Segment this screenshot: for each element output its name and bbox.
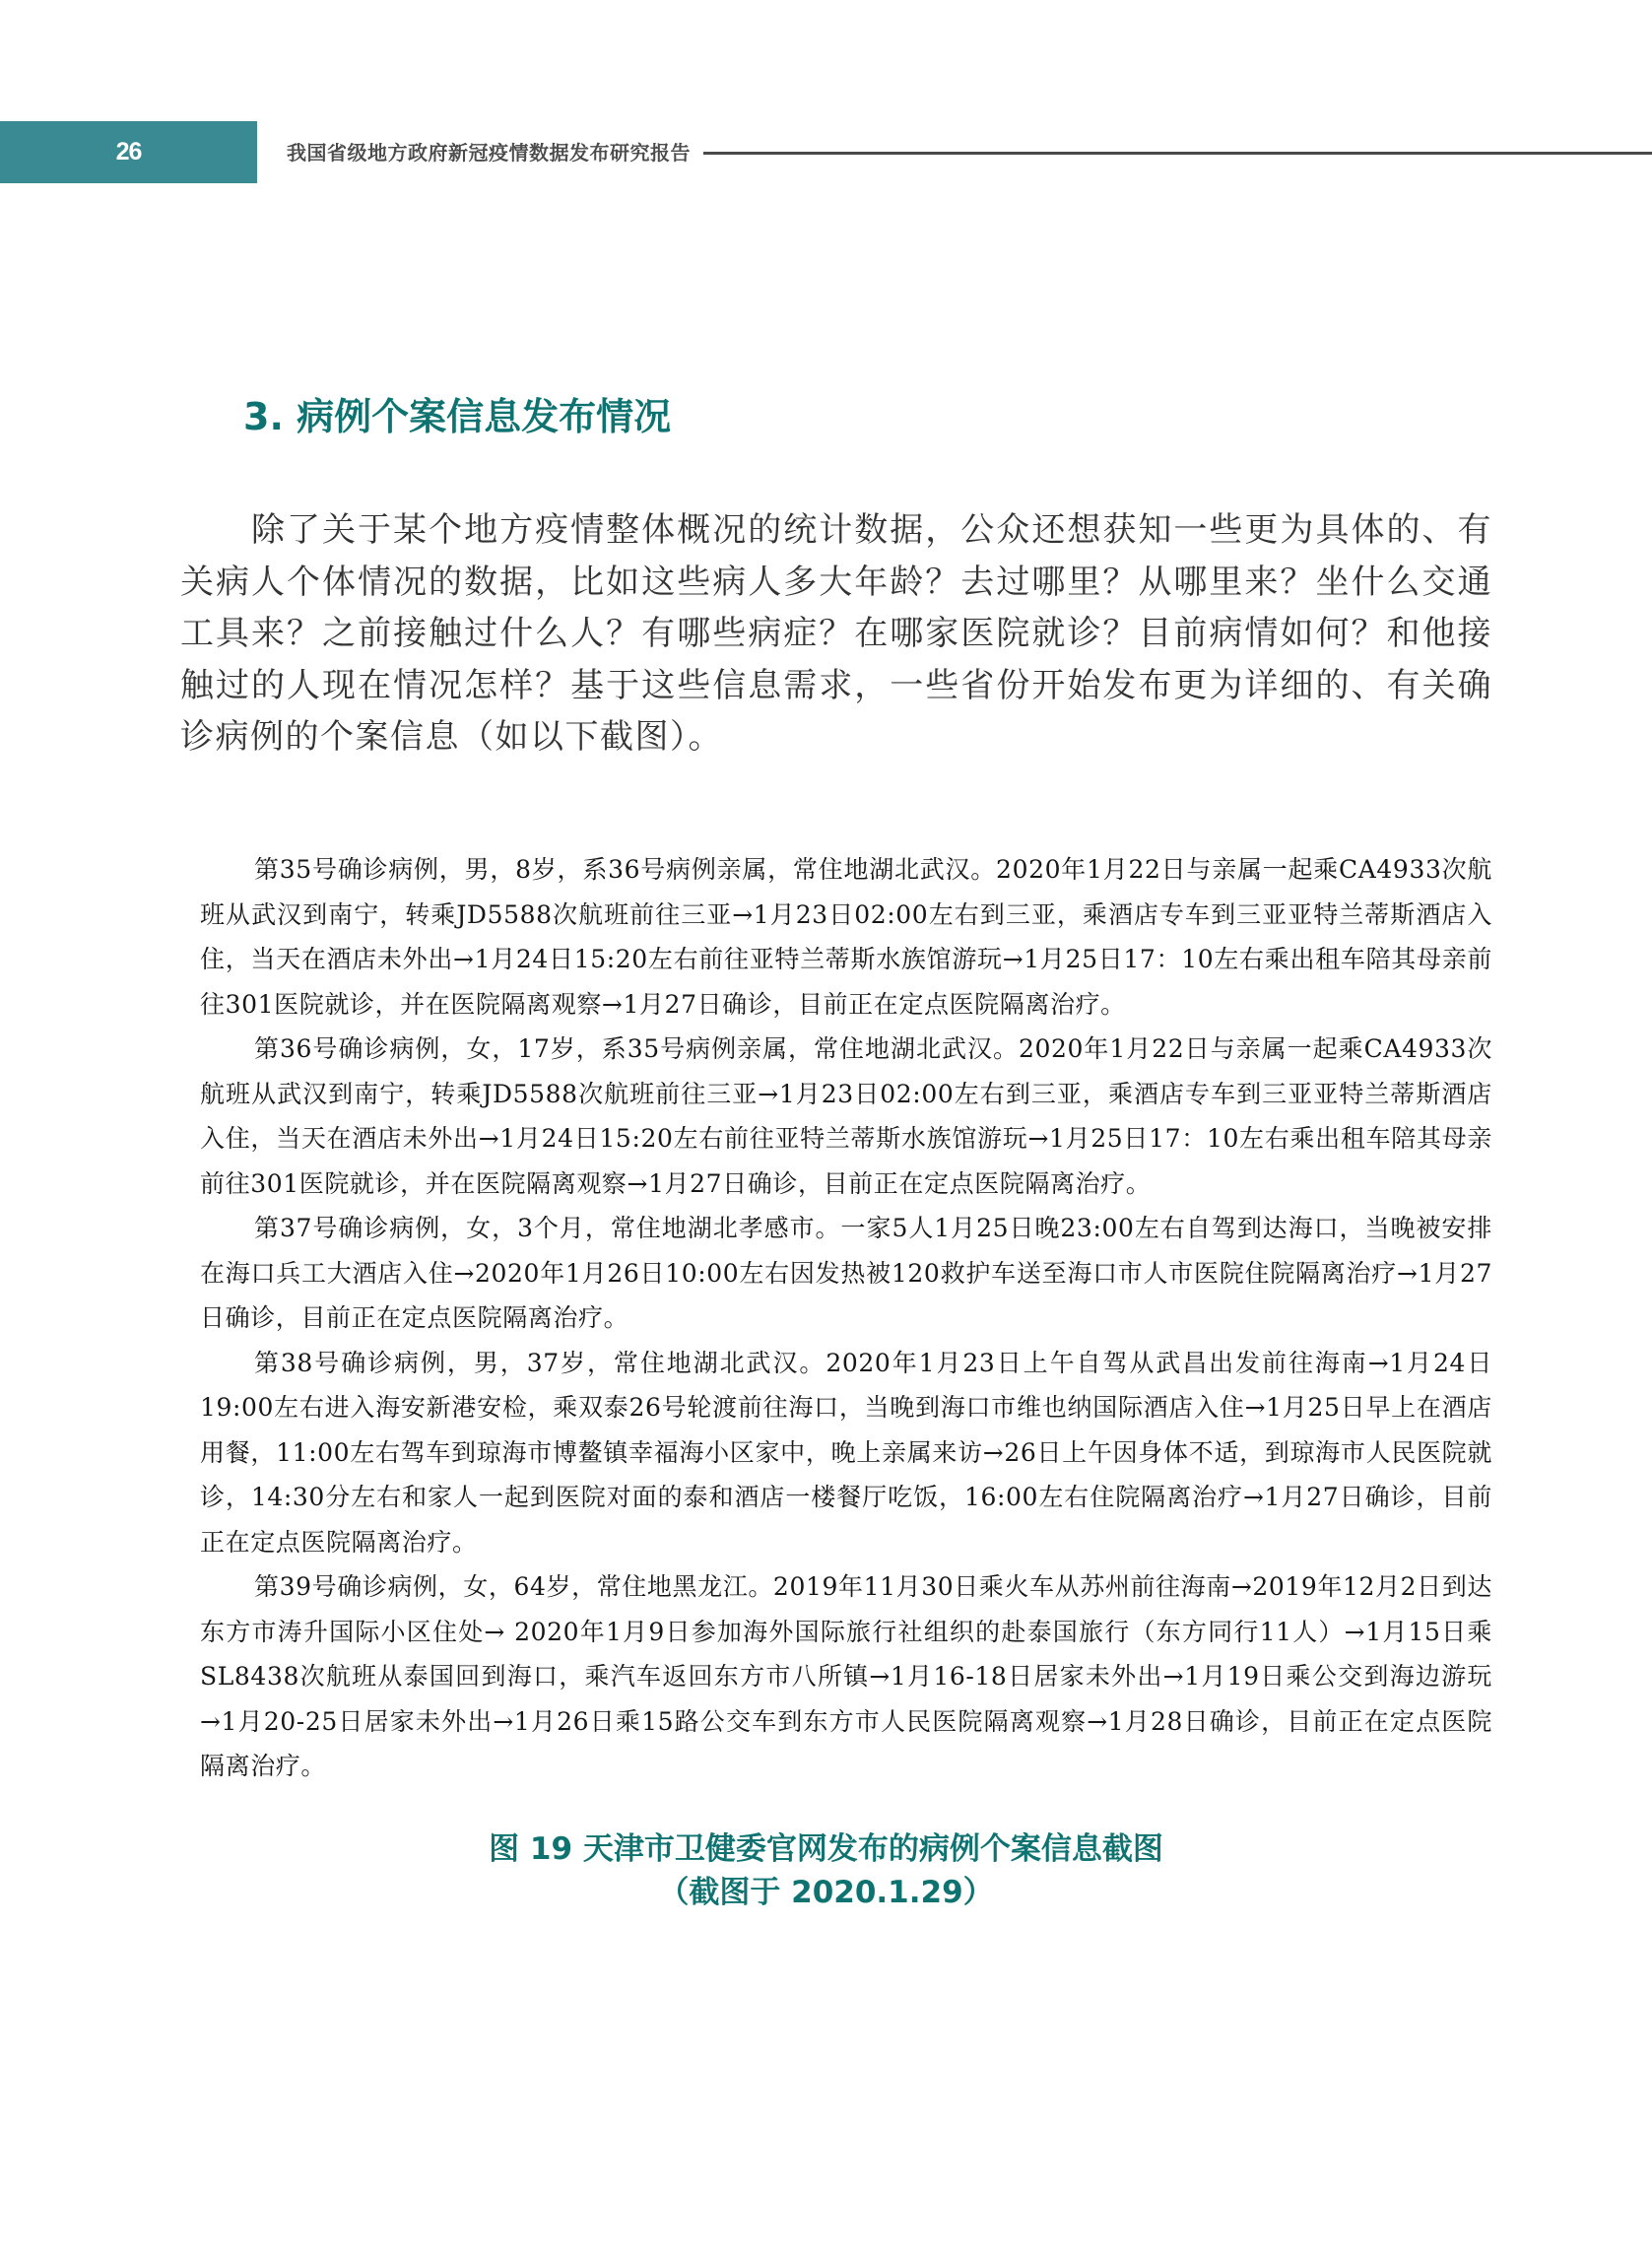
running-title: 我国省级地方政府新冠疫情数据发布研究报告	[287, 141, 691, 165]
body-paragraph: 除了关于某个地方疫情整体概况的统计数据，公众还想获知一些更为具体的、有关病人个体情况的数据，比如这些病人多大年龄？去过哪里？从哪里来？坐什么交通工具来？之前接触过什么人？有哪些病症？在哪家医院就诊？目前病情如何？和他接触过的人现在情况怎样？基于这些信息需求，一些省份开始发布更为详细的、有关确诊病例的个案信息（如以下截图）。	[180, 510, 1492, 757]
case-info-screenshot	[200, 847, 1492, 1789]
case-entry-39: 第39号确诊病例，女，64岁，常住地黑龙江。2019年11月30日乘火车从苏州前往海南→2019年12月2日到达东方市涛升国际小区住处→ 2020年1月9日参加海外国际旅行社组织的赴泰国旅行（东方同行11人）→1月15日乘SL8438次航班从泰国回到海口，乘汽车返回东方市八所镇→1月16-18日居家未外出→1月19日乘公交到海边游玩→1月20-25日居家未外出→1月26日乘15路公交车到东方市人民医院隔离观察→1月28日确诊，目前正在定点医院隔离治疗。	[200, 1572, 1492, 1780]
case-entry-37: 第37号确诊病例，女，3个月，常住地湖北孝感市。一家5人1月25日晚23:00左右自驾到达海口，当晚被安排在海口兵工大酒店入住→2020年1月26日10:00左右因发热被120救护车送至海口市人市医院住院隔离治疗→1月27日确诊，目前正在定点医院隔离治疗。	[200, 1214, 1492, 1332]
page-number: 26	[115, 138, 142, 166]
caption-title: 图 19 天津市卫健委官网发布的病例个案信息截图	[489, 1831, 1163, 1867]
page-number-bar	[0, 121, 257, 183]
case-entry-36: 第36号确诊病例，女，17岁，系35号病例亲属，常住地湖北武汉。2020年1月22日与亲属一起乘CA4933次航班从武汉到南宁，转乘JD5588次航班前往三亚→1月23日02:00左右到三亚，乘酒店专车到三亚亚特兰蒂斯酒店入住，当天在酒店未外出→1月24日15:20左右前往亚特兰蒂斯水族馆游玩→1月25日17：10左右乘出租车陪其母亲前往301医院就诊，并在医院隔离观察→1月27日确诊，目前正在定点医院隔离治疗。	[200, 1034, 1492, 1198]
caption-date: （截图于 2020.1.29）	[658, 1875, 994, 1910]
header-rule	[703, 152, 1652, 155]
section-heading: 3. 病例个案信息发布情况	[243, 395, 672, 438]
case-entry-35: 第35号确诊病例，男，8岁，系36号病例亲属，常住地湖北武汉。2020年1月22日与亲属一起乘CA4933次航班从武汉到南宁，转乘JD5588次航班前往三亚→1月23日02:00左右到三亚，乘酒店专车到三亚亚特兰蒂斯酒店入住，当天在酒店未外出→1月24日15:20左右前往亚特兰蒂斯水族馆游玩→1月25日17：10左右乘出租车陪其母亲前往301医院就诊，并在医院隔离观察→1月27日确诊，目前正在定点医院隔离治疗。	[200, 855, 1492, 1019]
figure-caption	[0, 1827, 1652, 1914]
case-entry-38: 第38号确诊病例，男，37岁，常住地湖北武汉。2020年1月23日上午自驾从武昌出发前往海南→1月24日19:00左右进入海安新港安检，乘双泰26号轮渡前往海口，当晚到海口市维也纳国际酒店入住→1月25日早上在酒店用餐，11:00左右驾车到琼海市博鳌镇幸福海小区家中，晚上亲属来访→26日上午因身体不适，到琼海市人民医院就诊，14:30分左右和家人一起到医院对面的泰和酒店一楼餐厅吃饭，16:00左右住院隔离治疗→1月27日确诊，目前正在定点医院隔离治疗。	[200, 1348, 1492, 1557]
